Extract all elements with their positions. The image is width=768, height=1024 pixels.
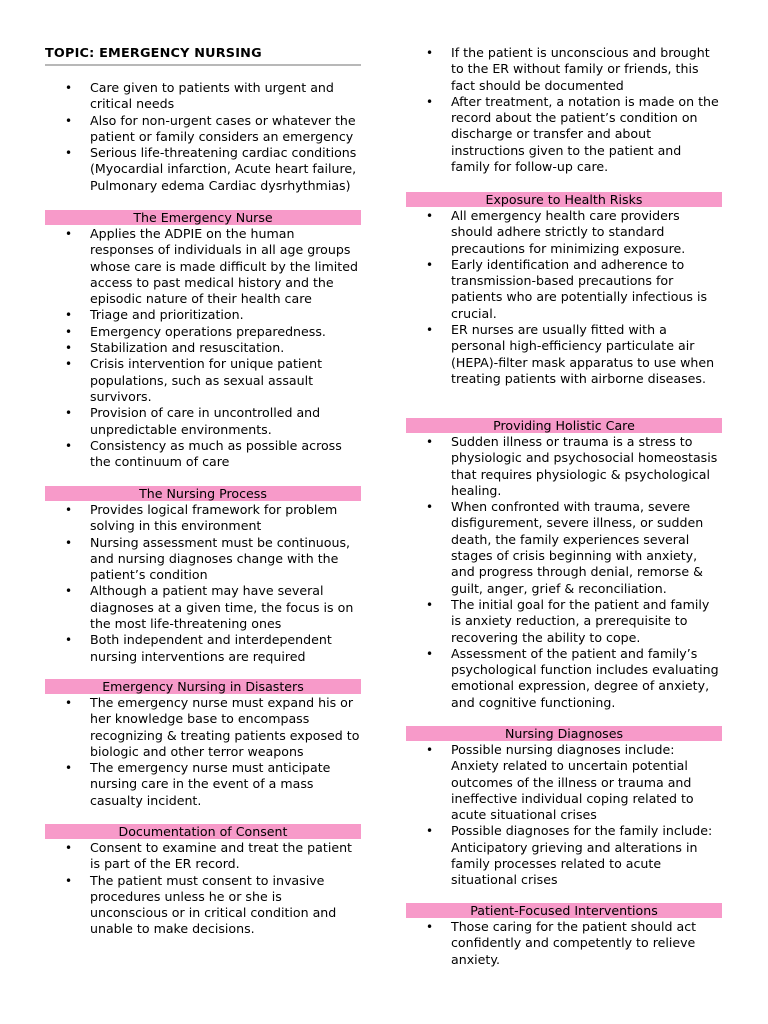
list-item: • Crisis intervention for unique patient populations, such as sexual assault survivors. — [45, 356, 361, 405]
list-item: • Although a patient may have several diagnoses at a given time, the focus is on the most life-threatening ones — [45, 583, 361, 632]
nursing-diagnoses-list — [406, 742, 722, 889]
consent-list — [45, 840, 361, 938]
holistic-care-list — [406, 434, 722, 711]
disasters-section — [45, 679, 361, 809]
list-item: • ER nurses are usually fitted with a personal high-efficiency particulate air (HEPA)-filter mask apparatus to use when treating patients with airborne diseases. — [406, 322, 722, 387]
intro-section — [45, 80, 361, 194]
list-item: • Stabilization and resuscitation. — [45, 340, 361, 356]
list-item: • Possible diagnoses for the family include: Anticipatory grieving and alterations in family processes related to acute situational crises — [406, 823, 722, 888]
interventions-list — [406, 919, 722, 968]
consent-section — [45, 824, 361, 938]
consent-continued-section — [406, 45, 722, 175]
list-item: • All emergency health care providers should adhere strictly to standard precautions for minimizing exposure. — [406, 208, 722, 257]
nursing-process-section — [45, 486, 361, 665]
section-heading: Documentation of Consent — [45, 824, 361, 839]
list-item: • The emergency nurse must expand his or her knowledge base to encompass recognizing & treating patients exposed to biologic and other terror weapons — [45, 695, 361, 760]
holistic-care-section — [406, 418, 722, 711]
list-item: • The patient must consent to invasive procedures unless he or she is unconscious or in critical condition and unable to make decisions. — [45, 873, 361, 938]
nursing-process-list — [45, 502, 361, 665]
section-heading: Nursing Diagnoses — [406, 726, 722, 741]
list-item: • Serious life-threatening cardiac conditions (Myocardial infarction, Acute heart failure, Pulmonary edema Cardiac dysrhythmias) — [45, 145, 361, 194]
intro-list — [45, 80, 361, 194]
disasters-list — [45, 695, 361, 809]
section-heading: The Nursing Process — [45, 486, 361, 501]
list-item: • Both independent and interdependent nursing interventions are required — [45, 632, 361, 665]
list-item: • Provides logical framework for problem solving in this environment — [45, 502, 361, 535]
list-item: • If the patient is unconscious and brought to the ER without family or friends, this fact should be documented — [406, 45, 722, 94]
emergency-nurse-section — [45, 210, 361, 470]
list-item: • Provision of care in uncontrolled and unpredictable environments. — [45, 405, 361, 438]
health-risks-section — [406, 192, 722, 387]
list-item: • Care given to patients with urgent and critical needs — [45, 80, 361, 113]
consent-continued-list — [406, 45, 722, 175]
emergency-nurse-list — [45, 226, 361, 470]
list-item: • Possible nursing diagnoses include: Anxiety related to uncertain potential outcomes of the illness or trauma and ineffective individual coping related to acute situational crises — [406, 742, 722, 823]
list-item: • Applies the ADPIE on the human responses of individuals in all age groups whose care is made difficult by the limited access to past medical history and the episodic nature of their health care — [45, 226, 361, 307]
list-item: • Early identification and adherence to transmission-based precautions for patients who are potentially infectious is crucial. — [406, 257, 722, 322]
list-item: • Triage and prioritization. — [45, 307, 361, 323]
list-item: • Sudden illness or trauma is a stress to physiologic and psychosocial homeostasis that requires physiologic & psychological healing. — [406, 434, 722, 499]
topic-title: TOPIC: EMERGENCY NURSING — [45, 46, 361, 66]
section-heading: Patient-Focused Interventions — [406, 903, 722, 918]
section-heading: Exposure to Health Risks — [406, 192, 722, 207]
list-item: • Also for non-urgent cases or whatever the patient or family considers an emergency — [45, 113, 361, 146]
section-heading: Emergency Nursing in Disasters — [45, 679, 361, 694]
list-item: • Emergency operations preparedness. — [45, 324, 361, 340]
list-item: • The emergency nurse must anticipate nursing care in the event of a mass casualty incident. — [45, 760, 361, 809]
list-item: • The initial goal for the patient and family is anxiety reduction, a prerequisite to recovering the ability to cope. — [406, 597, 722, 646]
health-risks-list — [406, 208, 722, 387]
list-item: • After treatment, a notation is made on the record about the patient’s condition on discharge or transfer and about instructions given to the patient and family for follow-up care. — [406, 94, 722, 175]
list-item: • Those caring for the patient should act confidently and competently to relieve anxiety. — [406, 919, 722, 968]
interventions-section — [406, 903, 722, 968]
section-heading: The Emergency Nurse — [45, 210, 361, 225]
list-item: • Consistency as much as possible across the continuum of care — [45, 438, 361, 471]
list-item: • When confronted with trauma, severe disfigurement, severe illness, or sudden death, the family experiences several stages of crisis beginning with anxiety, and progress through denial, remorse & guilt, anger, grief & reconciliation. — [406, 499, 722, 597]
nursing-diagnoses-section — [406, 726, 722, 889]
section-heading: Providing Holistic Care — [406, 418, 722, 433]
list-item: • Consent to examine and treat the patient is part of the ER record. — [45, 840, 361, 873]
list-item: • Assessment of the patient and family’s psychological function includes evaluating emotional expression, degree of anxiety, and cognitive functioning. — [406, 646, 722, 711]
list-item: • Nursing assessment must be continuous, and nursing diagnoses change with the patient’s condition — [45, 535, 361, 584]
